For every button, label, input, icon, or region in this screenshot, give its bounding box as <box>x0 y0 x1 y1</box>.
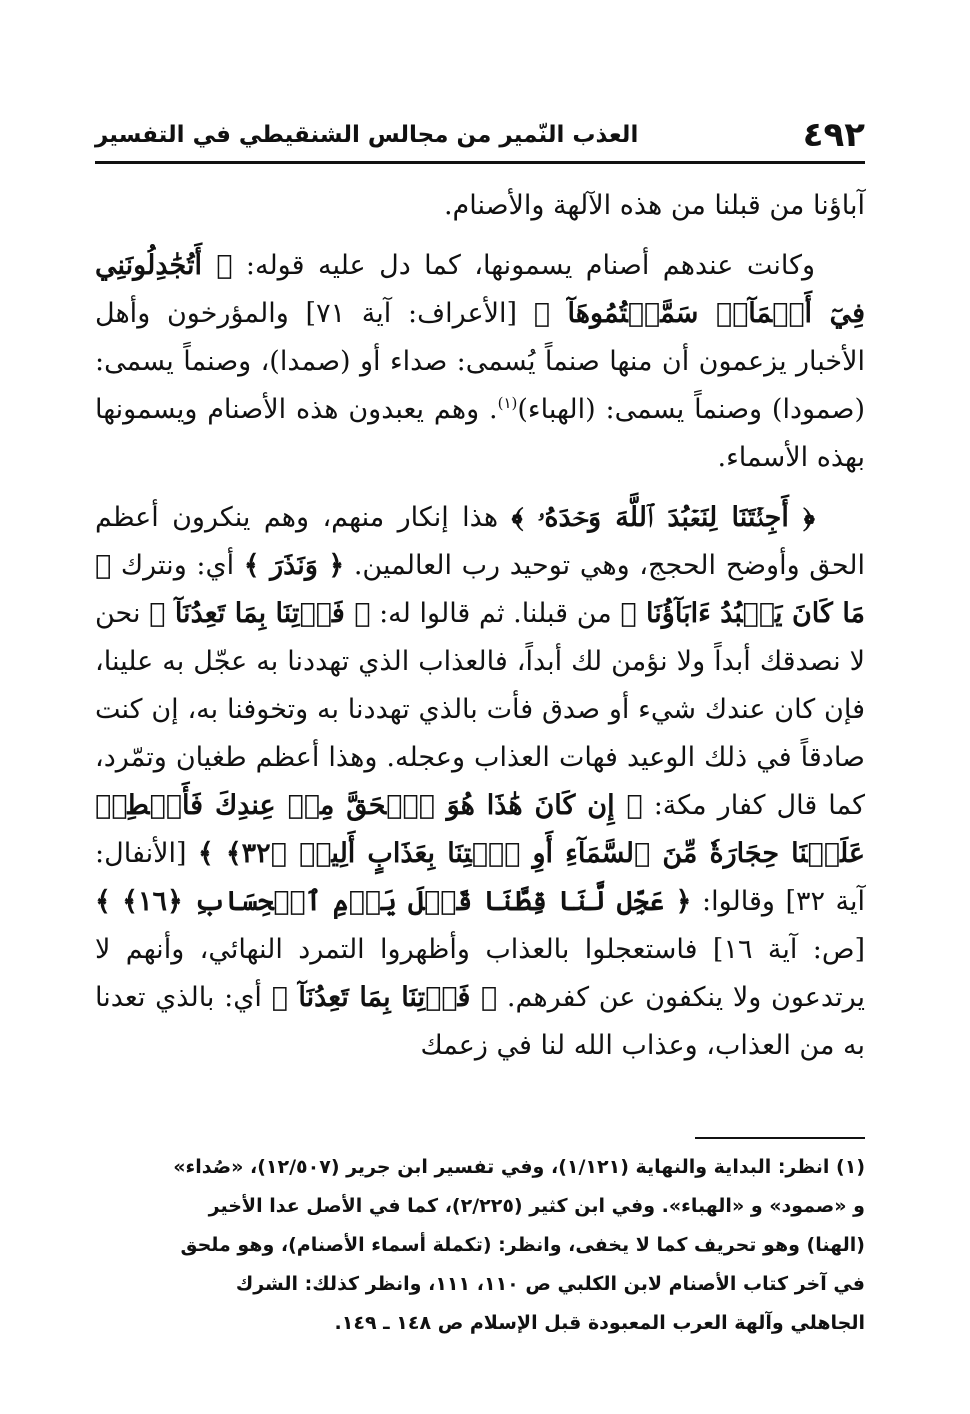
page-number: ٤٩٢ <box>802 115 865 155</box>
running-title: العذب النّمير من مجالس الشنقيطي في التفسير <box>95 122 639 148</box>
footnotes <box>95 1148 865 1343</box>
main-text <box>95 182 865 1082</box>
quran-verse: ﴿ مَا كَانَ يَعۡبُدُ ءَابَآؤُنَا ﴾ <box>95 550 866 629</box>
p2-intro: وكانت عندهم أصنام يسمونها، كما دل عليه قوله: <box>245 250 815 281</box>
header-rule <box>95 161 865 164</box>
footnote-separator <box>695 1137 865 1139</box>
p3-text-3: من قبلنا. ثم قالوا له: <box>379 598 612 629</box>
quran-verse: ﴿ أَتُجَٰدِلُونَنِي فِيٓ أَسۡمَآءٖ سَمَّيۡتُمُوهَآ ﴾ <box>95 250 865 329</box>
p3-text-5: وقالوا: <box>702 886 775 917</box>
paragraph-2 <box>95 242 865 482</box>
quran-verse: ﴿ فَأۡتِنَا بِمَا تَعِدُنَآ ﴾ <box>149 598 371 629</box>
verse-reference: [الأعراف: آية ٧١] <box>305 298 518 329</box>
p3-text-7: أي: بالذي تعدنا به من العذاب، وعذاب الله لنا في زعمك <box>95 982 865 1061</box>
paragraph-1 <box>95 182 865 230</box>
p3-text-4: نحن لا نصدقك أبداً ولا نؤمن لك أبداً، فالعذاب الذي تهددنا به عجّل به علينا، فإن كان عندك شيء أو صدق فأت بالذي تهددنا به وتخوفنا به، إن كنت صادقاً في ذلك الوعيد فهات العذاب وعجله. وهذا أعظم طغيان وتمّرد، كما قال كفار مكة: <box>95 598 865 821</box>
footnote-line: (١) انظر: البداية والنهاية (١/١٢١)، وفي تفسير ابن جرير (١٢/٥٠٧)، «صُداء» <box>173 1156 865 1178</box>
paragraph-3 <box>95 494 865 1070</box>
verse-reference: [الأنفال: آية ٣٢] <box>95 838 866 917</box>
quran-verse: ﴿ عَجِّل لَّنَا قِطَّنَا قَبۡلَ يَوۡمِ ٱلۡحِسَابِ ﴿١٦﴾ ﴾ <box>95 886 692 917</box>
quran-verse: ﴿ إِن كَانَ هَٰذَا هُوَ ٱلۡحَقَّ مِنۡ عِندِكَ فَأَمۡطِرۡ عَلَيۡنَا حِجَارَةٗ مِّنَ ٱلسَّمَآءِ أَوِ ٱئۡتِنَا بِعَذَابٍ أَلِيمٖ ﴿٣٢﴾ ﴾ <box>95 790 865 869</box>
footnote-line: الجاهلي وآلهة العرب المعبودة قبل الإسلام ص ١٤٨ ـ ١٤٩. <box>334 1312 865 1334</box>
quran-verse: ﴿ وَنَذَرَ ﴾ <box>243 550 345 581</box>
p2-rest: والمؤرخون وأهل الأخبار يزعمون أن منها صنماً يُسمى: صداء أو (صمدا)، وصنماً يسمى: (صمودا) وصنماً يسمى: (الهباء) <box>95 298 865 425</box>
p3-text-2: أي: ونترك <box>120 550 235 581</box>
paragraph-1-text: آباؤنا من قبلنا من هذه الآلهة والأصنام. <box>443 190 865 221</box>
footnote-line: و «صمود» و «الهباء». وفي ابن كثير (٢/٢٢٥)، كما في الأصل عدا الأخير <box>208 1195 865 1217</box>
verse-reference: [ص: آية ١٦] <box>712 934 865 965</box>
p3-text-6: فاستعجلوا بالعذاب وأظهروا التمرد النهائي، وأنهم لا يرتدعون ولا ينكفون عن كفرهم. <box>95 934 865 1013</box>
quran-verse: ﴿ أَجِئۡتَنَا لِنَعۡبُدَ ٱللَّهَ وَحۡدَهُۥ ﴾ <box>511 502 815 533</box>
quran-verse: ﴿ فَأۡتِنَا بِمَا تَعِدُنَآ ﴾ <box>271 982 498 1013</box>
footnote-line: في آخر كتاب الأصنام لابن الكلبي ص ١١٠، ١١١، وانظر كذلك: الشرك <box>235 1273 865 1295</box>
footnote-marker: (١) <box>497 394 518 412</box>
p3-text-1: هذا إنكار منهم، وهم ينكرون أعظم الحق وأوضح الحجج، وهي توحيد رب العالمين. <box>95 502 865 581</box>
footnote-line: (الهنا) وهو تحريف كما لا يخفى، وانظر: (تكملة أسماء الأصنام)، وهو ملحق <box>180 1234 865 1256</box>
page-header <box>95 110 865 160</box>
p2-end: . وهم يعبدون هذه الأصنام ويسمونها بهذه الأسماء. <box>95 394 865 473</box>
